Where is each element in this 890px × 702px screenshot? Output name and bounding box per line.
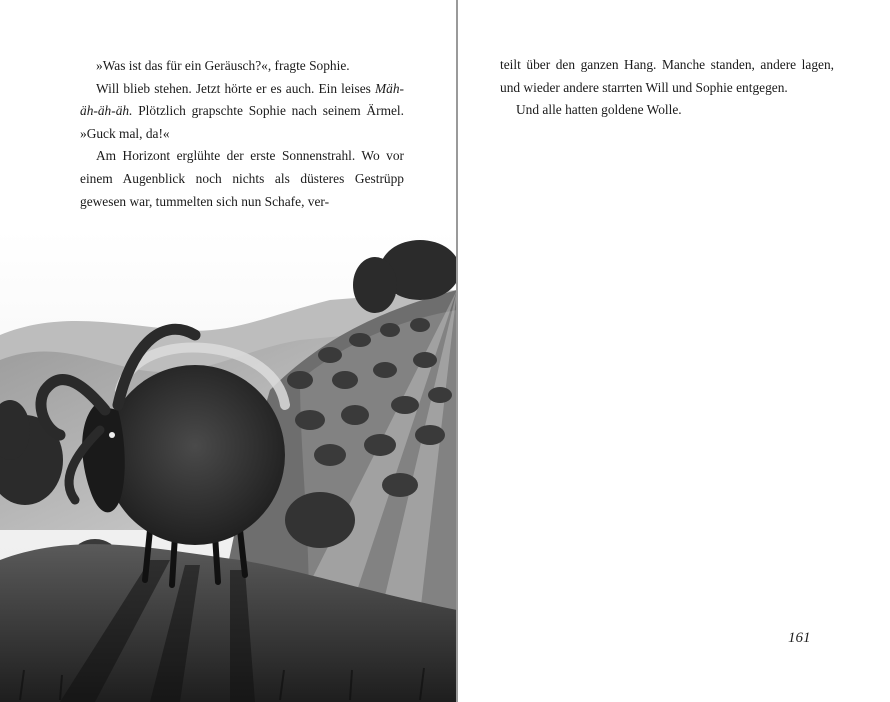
left-page-text	[80, 55, 404, 213]
paragraph-2	[80, 78, 404, 146]
right-page-text	[500, 54, 834, 122]
sheep-hillside-illustration	[0, 230, 457, 702]
paragraph-2-start: Will blieb stehen. Jetzt hörte er es auch. Ein leises	[96, 80, 371, 96]
sheep-sound: Mäh-äh-äh-äh.	[80, 80, 404, 119]
paragraph-3: Am Horizont erglühte der erste Sonnenstrahl. Wo vor einem Augenblick noch nichts als düsteres Gestrüpp gewesen war, tummelten sich nun Schafe, ver-	[80, 148, 404, 209]
paragraph-4: Und alle hatten goldene Wolle.	[516, 102, 682, 118]
paragraph-1: »Was ist das für ein Geräusch?«, fragte Sophie.	[96, 58, 350, 73]
paragraph-continued: teilt über den ganzen Hang. Manche standen, andere lagen, und wieder andere starrten Will und Sophie entgegen.	[500, 57, 834, 95]
paragraph-2-end: Plötzlich grapschte Sophie nach seinem Ärmel. »Guck mal, da!«	[80, 103, 404, 141]
right-page	[458, 0, 890, 702]
page-number: 161	[788, 630, 811, 646]
